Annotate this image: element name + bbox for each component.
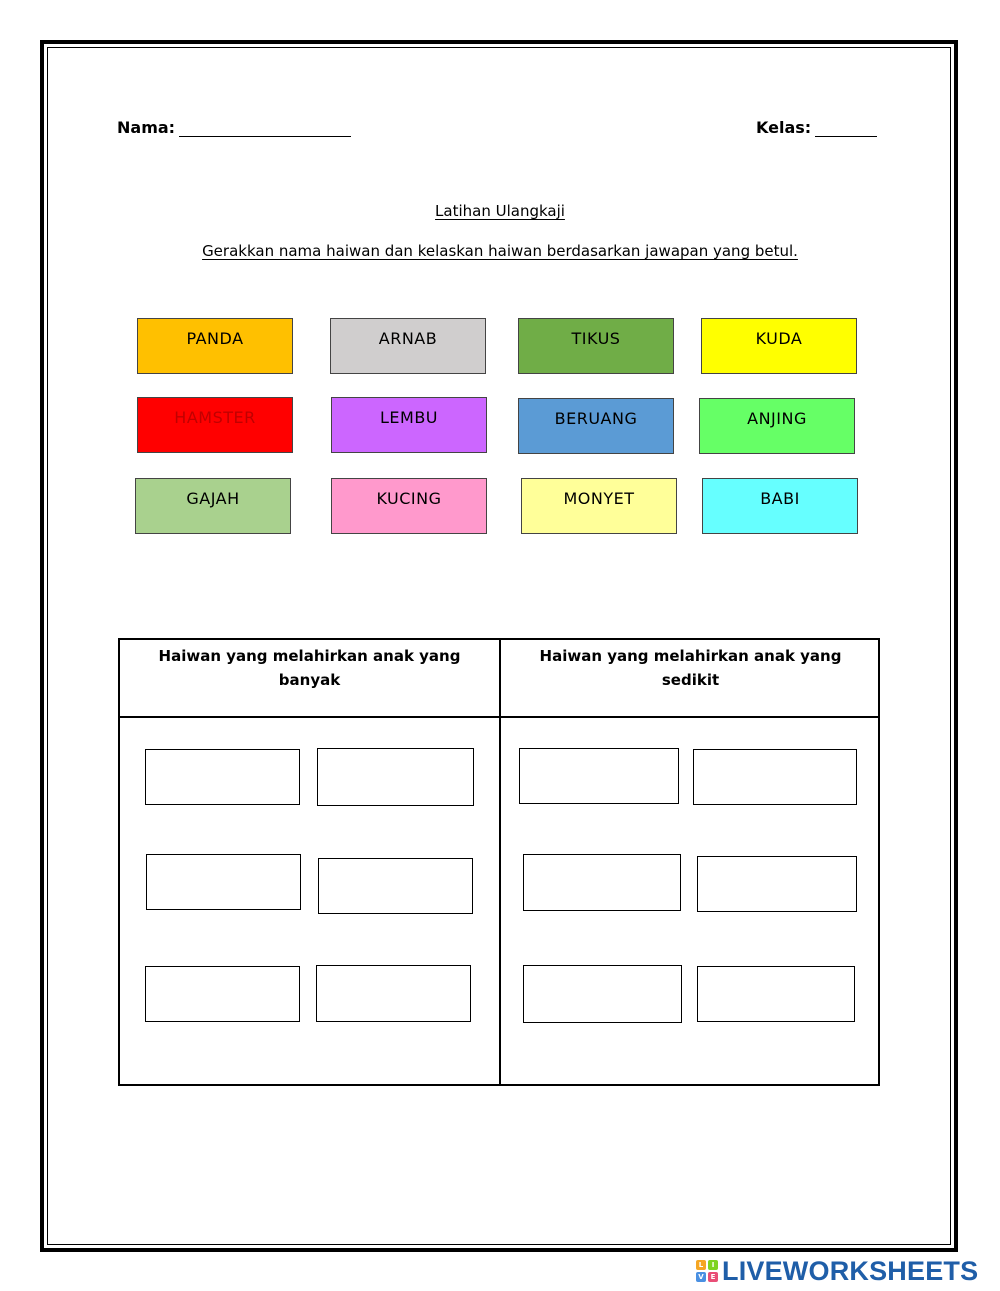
class-blank-line[interactable] [815,123,877,137]
animal-tile-kucing[interactable]: KUCING [331,478,487,534]
animal-tile-lembu[interactable]: LEMBU [331,397,487,453]
liveworksheets-logo-icon: L I V E [696,1260,718,1282]
animal-tile-tikus[interactable]: TIKUS [518,318,674,374]
animal-tile-anjing[interactable]: ANJING [699,398,855,454]
worksheet-title: Latihan Ulangkaji [435,202,565,220]
drop-slot-few-5[interactable] [523,965,682,1023]
table-header-divider [120,716,878,718]
drop-slot-many-5[interactable] [145,966,300,1022]
brand-name: LIVEWORKSHEETS [722,1255,979,1286]
drop-slot-many-2[interactable] [317,748,474,806]
animal-tile-hamster[interactable]: HAMSTER [137,397,293,453]
drop-slot-few-1[interactable] [519,748,679,804]
drop-slot-few-6[interactable] [697,966,855,1022]
drop-slot-few-4[interactable] [697,856,857,912]
class-label: Kelas: [756,118,812,137]
drop-slot-many-1[interactable] [145,749,300,805]
name-field[interactable] [117,118,351,137]
liveworksheets-brand[interactable] [696,1254,978,1288]
animal-tile-kuda[interactable]: KUDA [701,318,857,374]
table-header-few-offspring: Haiwan yang melahirkan anak yang sedikit [539,647,842,689]
animal-tile-babi[interactable]: BABI [702,478,858,534]
animal-tile-gajah[interactable]: GAJAH [135,478,291,534]
drop-slot-many-4[interactable] [318,858,473,914]
table-column-divider [499,640,501,1084]
animal-tile-arnab[interactable]: ARNAB [330,318,486,374]
animal-tile-monyet[interactable]: MONYET [521,478,677,534]
table-header-many-offspring: Haiwan yang melahirkan anak yang banyak [158,647,461,689]
drop-slot-few-3[interactable] [523,854,681,911]
drop-slot-few-2[interactable] [693,749,857,805]
name-label: Nama: [117,118,176,137]
animal-tile-beruang[interactable]: BERUANG [518,398,674,454]
name-blank-line[interactable] [179,123,351,137]
class-field[interactable] [756,118,877,137]
drop-slot-many-3[interactable] [146,854,301,910]
drop-slot-many-6[interactable] [316,965,471,1022]
worksheet-instruction: Gerakkan nama haiwan dan kelaskan haiwan berdasarkan jawapan yang betul. [202,242,798,260]
animal-tile-panda[interactable]: PANDA [137,318,293,374]
